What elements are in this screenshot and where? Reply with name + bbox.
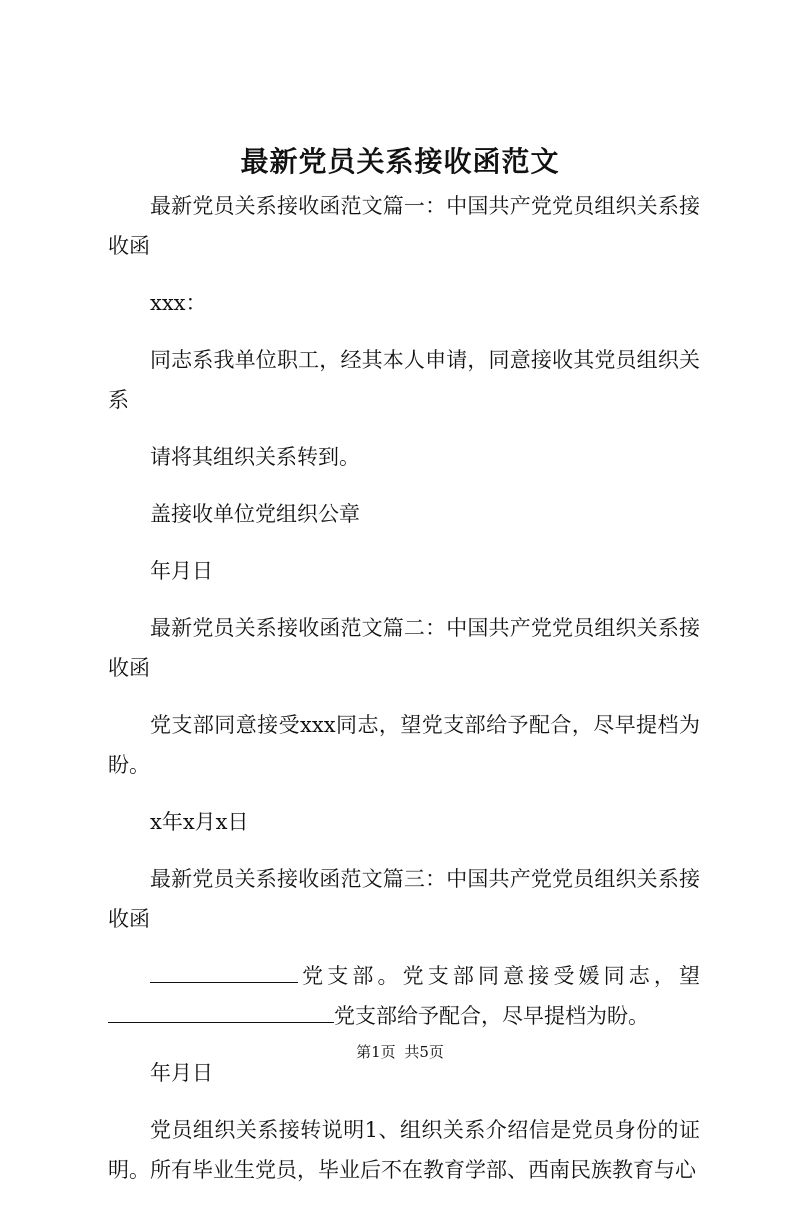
paragraph-body: 同志系我单位职工，经其本人申请，同意接收其党员组织关系	[108, 348, 700, 412]
page-total: 共5页	[404, 1043, 444, 1061]
paragraph-heading-1: 最新党员关系接收函范文篇一：中国共产党党员组织关系接收函	[108, 194, 700, 258]
paragraph-heading-3: 最新党员关系接收函范文篇三：中国共产党党员组织关系接收函	[108, 867, 700, 931]
page-footer	[0, 1040, 800, 1064]
page-number: 第1页	[356, 1043, 396, 1061]
paragraph-date: 年月日	[150, 559, 213, 583]
paragraph-seal: 盖接收单位党组织公章	[150, 502, 360, 526]
document-title: 最新党员关系接收函范文	[240, 145, 560, 178]
blank-line	[108, 1000, 334, 1023]
paragraph-transfer: 请将其组织关系转到。	[150, 445, 360, 469]
fill-in-text-1: 党支部。党支部同意接受媛同志，望	[298, 964, 700, 988]
paragraph-date-2: 年月日	[150, 1061, 213, 1085]
fill-in-text-2: 党支部给予配合，尽早提档为盼。	[334, 1004, 649, 1028]
paragraph-date-x: x年x月x日	[150, 810, 249, 834]
paragraph-fill-in	[108, 956, 700, 1036]
paragraph-notes: 党员组织关系接转说明1、组织关系介绍信是党员身份的证明。所有毕业生党员，毕业后不在教育学部、西南民族教育与心	[108, 1118, 700, 1182]
paragraph-heading-2: 最新党员关系接收函范文篇二：中国共产党党员组织关系接收函	[108, 616, 700, 680]
paragraph-addressee: xxx：	[150, 291, 207, 315]
blank-line	[150, 960, 298, 983]
paragraph-branch-consent: 党支部同意接受xxx同志，望党支部给予配合，尽早提档为盼。	[108, 713, 700, 777]
